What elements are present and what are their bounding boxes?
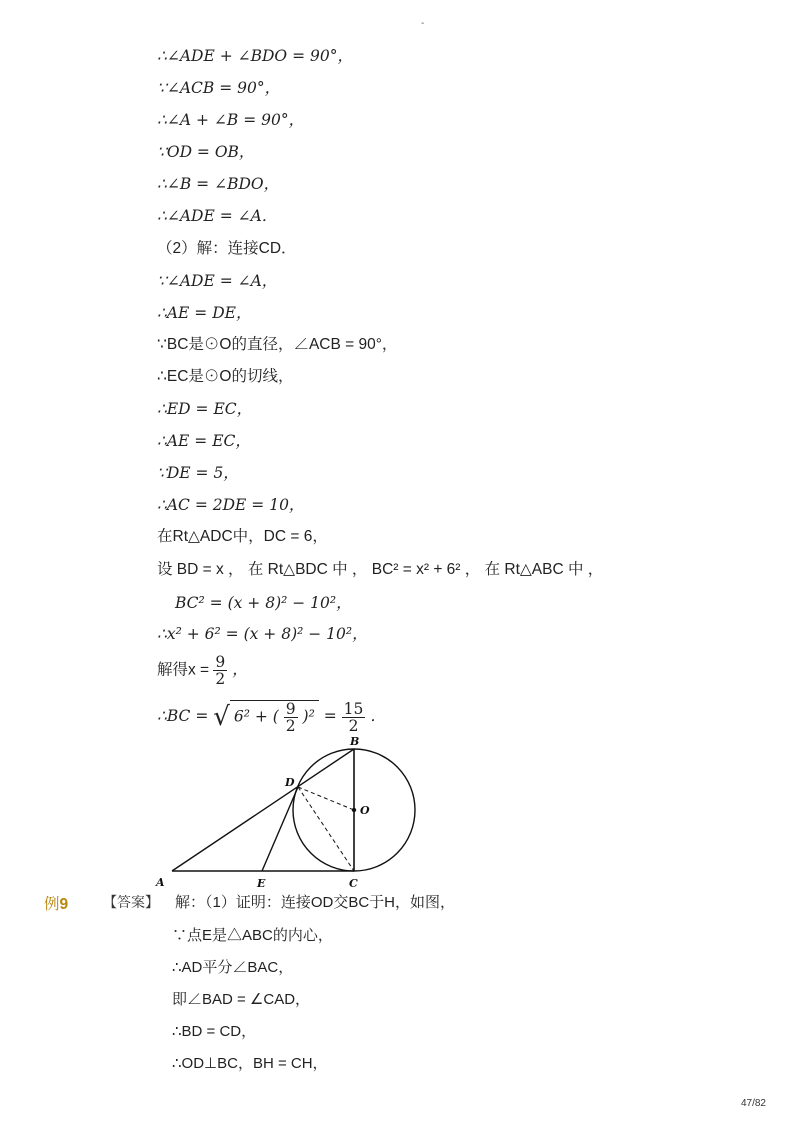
inner-den: 2 <box>285 717 296 735</box>
example-prefix: 例 <box>44 896 60 913</box>
res-num: 15 <box>343 699 364 718</box>
solve-fraction <box>213 654 227 687</box>
sqrt-sign: √ <box>213 702 230 732</box>
solve-suffix: ， <box>232 660 248 679</box>
dashed-dc <box>298 787 354 871</box>
radicand-a: 6² + ( <box>233 707 279 726</box>
proof-line: ∴∠ADE + ∠BDO = 90°， <box>157 47 353 65</box>
solve-num: 9 <box>215 653 226 671</box>
proof-line: ∴EC是⊙O的切线， <box>157 368 294 385</box>
proof-line: 设 BD = x ， 在 Rt△BDC 中 ， BC² = x² + 6² ， 在 Rt△ABC 中 ， <box>157 561 604 578</box>
example-label <box>44 892 68 914</box>
bc-eq: = <box>323 707 342 725</box>
proof-line: （2）解：连接CD． <box>157 240 297 257</box>
proof-line: ∴∠A + ∠B = 90°， <box>157 111 305 129</box>
inner-num: 9 <box>285 700 296 718</box>
example-line: ∴BD = CD， <box>172 1023 257 1040</box>
proof-line: BC² = (x + 8)² − 10²， <box>175 594 352 612</box>
geometry-figure <box>150 730 440 890</box>
label-a: A <box>156 876 165 889</box>
label-e: E <box>257 877 266 890</box>
proof-line: ∴∠B = ∠BDO， <box>157 175 280 193</box>
example-number: 9 <box>59 896 69 913</box>
answer-tag: 【答案】 <box>103 894 159 910</box>
proof-line: ∴∠ADE = ∠A． <box>157 207 278 225</box>
bc-prefix: ∴BC = <box>157 707 214 725</box>
top-mark: - <box>421 18 425 29</box>
label-b: B <box>350 735 360 748</box>
label-d: D <box>285 776 295 789</box>
segment-ab <box>172 749 354 871</box>
proof-line: ∴x² + 6² = (x + 8)² − 10²， <box>157 625 368 643</box>
segment-ed <box>262 787 298 871</box>
label-o: O <box>360 804 370 817</box>
proof-line: ∵DE = 5， <box>157 464 239 482</box>
proof-line: 在Rt△ADC中，DC = 6， <box>157 528 328 545</box>
bc-line <box>157 700 386 734</box>
result-fraction <box>342 701 366 734</box>
sqrt-radicand <box>230 700 319 734</box>
proof-line: ∵OD = OB， <box>157 143 255 161</box>
example-line: 解：（1）证明：连接OD交BC于H，如图， <box>175 894 456 911</box>
solve-line <box>157 654 248 687</box>
proof-line: ∴AE = EC， <box>157 432 251 450</box>
res-den: 2 <box>348 716 359 735</box>
label-c: C <box>349 877 358 890</box>
dashed-do <box>298 787 354 810</box>
radicand-b: )² <box>302 707 315 726</box>
proof-line: ∵∠ADE = ∠A， <box>157 272 278 290</box>
solve-den: 2 <box>215 670 226 688</box>
page-number: 47/82 <box>740 1098 766 1109</box>
solve-prefix: 解得x = <box>157 661 214 679</box>
example-line: 即∠BAD = ∠CAD， <box>172 991 311 1008</box>
proof-line: ∴ED = EC， <box>157 400 253 418</box>
proof-line: ∴AE = DE， <box>157 304 252 322</box>
bc-suffix: ． <box>370 707 386 725</box>
example-line: ∴OD⊥BC，BH = CH， <box>172 1055 328 1072</box>
example-line: ∴AD平分∠BAC， <box>172 959 294 976</box>
example-line: ∵点E是△ABC的内心， <box>172 927 333 944</box>
proof-line: ∵∠ACB = 90°， <box>157 79 281 97</box>
proof-line: ∴AC = 2DE = 10， <box>157 496 305 514</box>
proof-line: ∵BC是⊙O的直径，∠ACB = 90°， <box>157 336 398 353</box>
point-o <box>352 808 356 812</box>
